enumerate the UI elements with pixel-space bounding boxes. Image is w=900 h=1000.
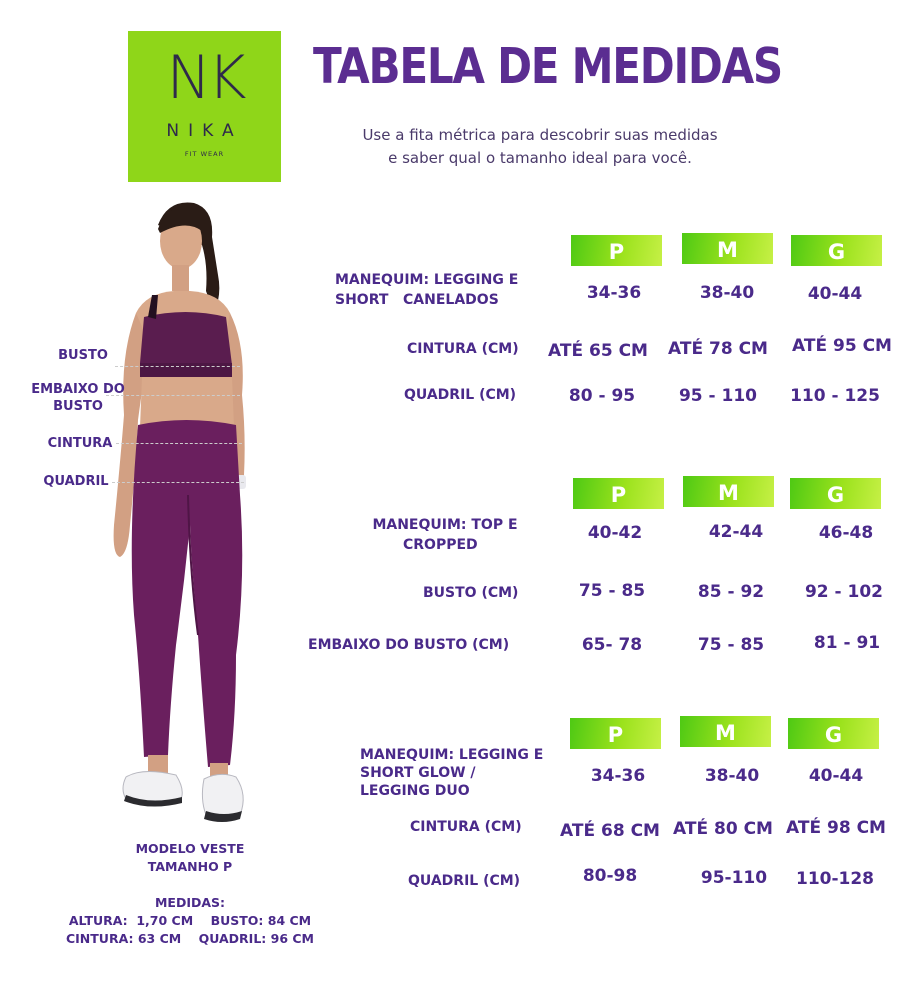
t3-manequim-line-1: MANEQUIM: LEGGING E [360,747,544,763]
model-line-1: MODELO VESTE [135,841,245,856]
t1-manequim-p: 34-36 [586,283,642,303]
t1-cintura-p: ATÉ 65 CM [548,341,648,361]
quadril-guide-line [112,482,244,483]
t2-manequim-line-1: MANEQUIM: TOP E [372,517,518,533]
cintura-guide-line [116,443,242,444]
subtitle-line-1: Use a fita métrica para descobrir suas medidas [362,126,718,144]
t2-manequim-p: 40-42 [587,523,643,543]
t3-manequim-m: 38-40 [704,766,760,786]
model-line-3: MEDIDAS: [154,895,226,910]
model-line-4: ALTURA: 1,70 CM BUSTO: 84 CM [68,913,312,928]
embaixo-guide-line [106,395,240,396]
t2-embaixo-m: 75 - 85 [697,635,765,655]
t3-cintura-label: CINTURA (CM) [410,819,522,835]
t3-cintura-p: ATÉ 68 CM [560,821,660,841]
t3-manequim-p: 34-36 [590,766,646,786]
t2-busto-m: 85 - 92 [697,582,765,602]
size-badge-g-3: G [788,718,879,749]
t2-embaixo-g: 81 - 91 [813,633,881,653]
t1-cintura-label: CINTURA (CM) [407,341,519,357]
t3-quadril-m: 95-110 [700,868,768,888]
logo-mark: NK [166,43,243,113]
t2-embaixo-label: EMBAIXO DO BUSTO (CM) [308,637,510,653]
t2-manequim-label [370,515,520,555]
t3-quadril-g: 110-128 [795,869,875,889]
t1-quadril-p: 80 - 95 [568,386,636,406]
model-info [60,840,320,948]
model-photo [90,195,320,835]
t2-manequim-line-2: CROPPED [403,537,478,553]
t2-busto-label: BUSTO (CM) [423,585,519,601]
t1-quadril-label: QUADRIL (CM) [404,387,517,403]
size-badge-p-2: P [573,478,664,509]
label-embaixo-line-1: EMBAIXO DO [31,382,125,397]
label-cintura: CINTURA [47,436,113,451]
t1-manequim-g: 40-44 [807,284,863,304]
size-badge-g: G [791,235,882,266]
size-badge-m-3: M [680,716,771,747]
t1-manequim-label [335,270,518,310]
t3-manequim-label [360,746,543,800]
t1-cintura-m: ATÉ 78 CM [668,339,768,359]
size-badge-m: M [682,233,773,264]
t1-manequim-line-1: MANEQUIM: LEGGING E [335,272,519,288]
t2-manequim-m: 42-44 [708,522,764,542]
t2-busto-g: 92 - 102 [804,582,884,602]
t3-cintura-g: ATÉ 98 CM [786,818,886,838]
logo-tagline: FIT WEAR [184,150,225,158]
t1-quadril-g: 110 - 125 [790,386,880,406]
subtitle-line-2: e saber qual o tamanho ideal para você. [388,149,692,167]
size-badge-p: P [571,235,662,266]
t1-cintura-g: ATÉ 95 CM [792,336,892,356]
size-badge-p-3: P [570,718,661,749]
size-badge-g-2: G [790,478,881,509]
page-title: TABELA DE MEDIDAS [313,38,782,95]
label-quadril: QUADRIL [43,474,109,489]
t3-quadril-p: 80-98 [582,866,638,886]
size-badge-m-2: M [683,476,774,507]
logo-name: NIKA [166,121,243,141]
t3-quadril-label: QUADRIL (CM) [408,873,521,889]
label-embaixo-line-2: BUSTO [53,399,103,414]
t2-embaixo-p: 65- 78 [581,635,643,655]
model-line-5: CINTURA: 63 CM QUADRIL: 96 CM [65,931,314,946]
label-busto: BUSTO [58,348,108,363]
t1-manequim-line-2: SHORT CANELADOS [335,292,499,308]
model-line-2: TAMANHO P [147,859,233,874]
busto-guide-line [115,366,240,367]
label-embaixo-do-busto [22,381,134,415]
t3-cintura-m: ATÉ 80 CM [673,819,773,839]
t3-manequim-line-3: LEGGING DUO [360,783,470,799]
t1-quadril-m: 95 - 110 [678,386,758,406]
brand-logo [128,31,281,182]
t2-manequim-g: 46-48 [818,523,874,543]
t2-busto-p: 75 - 85 [578,581,646,601]
page-subtitle [300,124,780,170]
t1-manequim-m: 38-40 [699,283,755,303]
t3-manequim-line-2: SHORT GLOW / [360,765,476,781]
t3-manequim-g: 40-44 [808,766,864,786]
